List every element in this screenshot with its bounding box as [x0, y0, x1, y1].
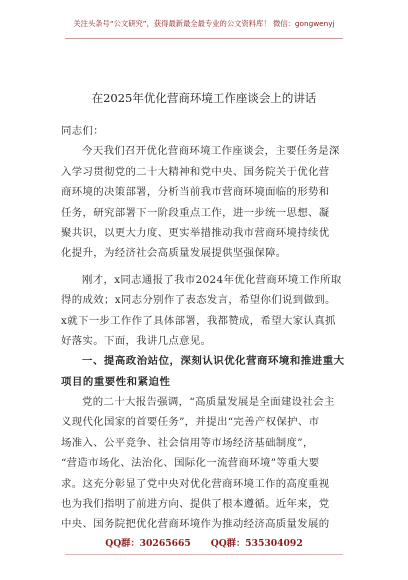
paragraph-line: 今天我们召开优化营商环境工作座谈会，主要任务是深 — [82, 145, 340, 158]
section-heading: 一、提高政治站位，深刻认识优化营商环境和推进重大 — [82, 355, 345, 368]
section-heading: 项目的重要性和紧迫性 — [61, 375, 171, 388]
salutation: 同志们： — [61, 125, 104, 137]
paragraph-line: 刚才，x同志通报了我市2024年优化营商环境工作所取 — [82, 273, 342, 286]
footer-contact — [0, 537, 408, 551]
paragraph-line: 得的成效；x同志分别作了表态发言，希望你们说到做到。 — [61, 294, 336, 307]
paragraph-line: 入学习贯彻党的二十大精神和党中央、国务院关于优化营 — [61, 165, 330, 178]
paragraph-line: 义现代化国家的首要任务”，并提出“完善产权保护、市 — [61, 416, 320, 429]
paragraph-line: 党的二十大报告强调，“高质量发展是全面建设社会主 — [82, 396, 335, 409]
paragraph-line: 中央、国务院把优化营商环境作为推动经济高质量发展的 — [61, 518, 330, 531]
paragraph-line: 好落实。下面，我讲几点意见。 — [61, 334, 212, 347]
qq-group-2: QQ群：535304092 — [210, 538, 303, 549]
paragraph-line: 商环境的决策部署，分析当前我市营商环境面临的形势和 — [61, 186, 330, 199]
paragraph-line: 聚共识，以更大力度、更实举措推动我市营商环境持续优 — [61, 226, 330, 239]
paragraph-line: 求。这充分彰显了党中央对优化营商环境工作的高度重视 — [61, 477, 330, 490]
paragraph-line: x就下一步工作作了具体部署，我都赞成，希望大家认真抓 — [61, 314, 336, 327]
qq-group-1: QQ群：30265665 — [105, 538, 191, 549]
document-body — [61, 121, 347, 535]
document-title: 在2025年优化营商环境工作座谈会上的讲话 — [91, 91, 317, 105]
paragraph-line: 化提升，为经济社会高质量发展提供坚强保障。 — [61, 247, 287, 260]
paragraph-line: “营造市场化、法治化、国际化一流营商环境”等重大要 — [61, 457, 320, 470]
header-notice: 关注头条号“公文研究”，获得最新最全最专业的公文资料库！ 微信：gongwenyj — [73, 19, 335, 28]
paragraph-line: 也为我们指明了前进方向、提供了根本遵循。近年来，党 — [61, 498, 330, 511]
paragraph-line: 任务，研究部署下一阶段重点工作，进一步统一思想、凝 — [61, 206, 330, 219]
header-divider — [65, 38, 343, 39]
footer-divider — [65, 554, 343, 555]
paragraph-line: 场准入、公平竞争、社会信用等市场经济基础制度”， — [61, 436, 314, 449]
